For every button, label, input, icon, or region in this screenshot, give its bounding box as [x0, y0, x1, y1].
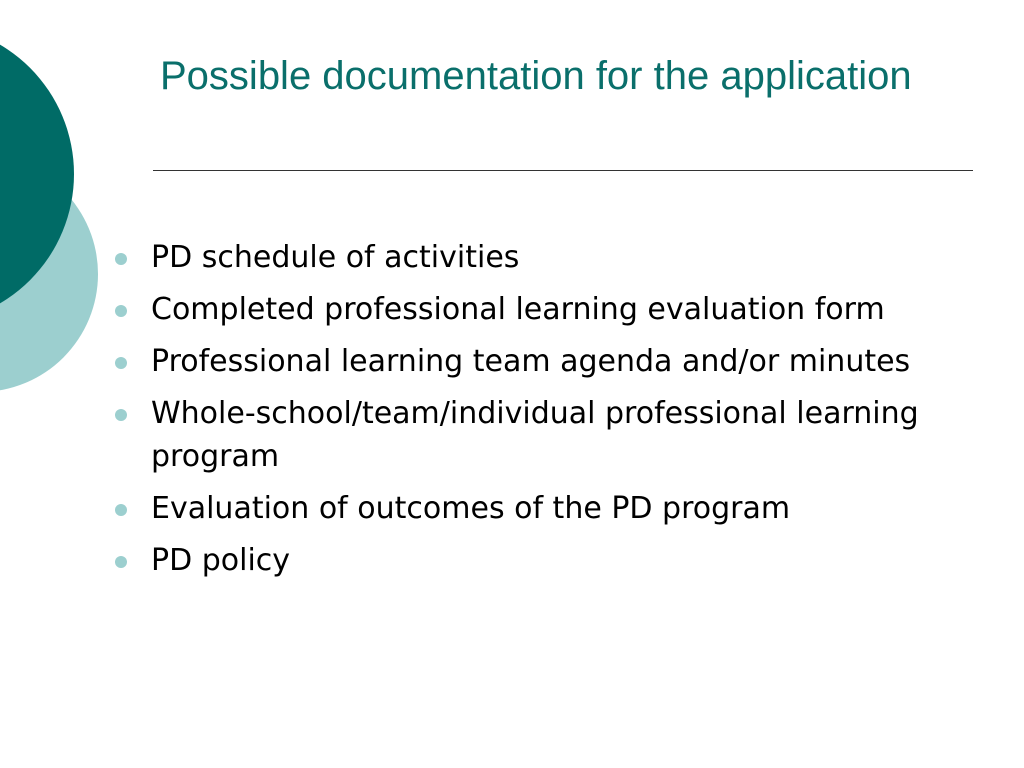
bullet-dot-icon: [115, 556, 127, 568]
bullet-text: Completed professional learning evaluation form: [151, 292, 885, 327]
bullet-item: [108, 288, 958, 331]
bullet-text: PD schedule of activities: [151, 240, 520, 275]
bullet-item: [108, 236, 958, 279]
bullet-dot-icon: [115, 409, 127, 421]
bullet-item: [108, 392, 958, 478]
bullet-dot-icon: [115, 504, 127, 516]
bullet-dot-icon: [115, 305, 127, 317]
bullet-dot-icon: [115, 253, 127, 265]
bullet-text: Professional learning team agenda and/or minutes: [151, 344, 911, 379]
title-divider: [153, 170, 973, 171]
slide-title: Possible documentation for the application: [160, 54, 912, 98]
bullet-text: Whole-school/team/individual professional learning program: [151, 396, 919, 474]
bullet-item: [108, 340, 958, 383]
bullet-item: [108, 539, 958, 582]
bullet-text: Evaluation of outcomes of the PD program: [151, 491, 791, 526]
bullet-list: [108, 236, 958, 591]
bullet-text: PD policy: [151, 543, 291, 578]
bullet-dot-icon: [115, 357, 127, 369]
bullet-item: [108, 487, 958, 530]
